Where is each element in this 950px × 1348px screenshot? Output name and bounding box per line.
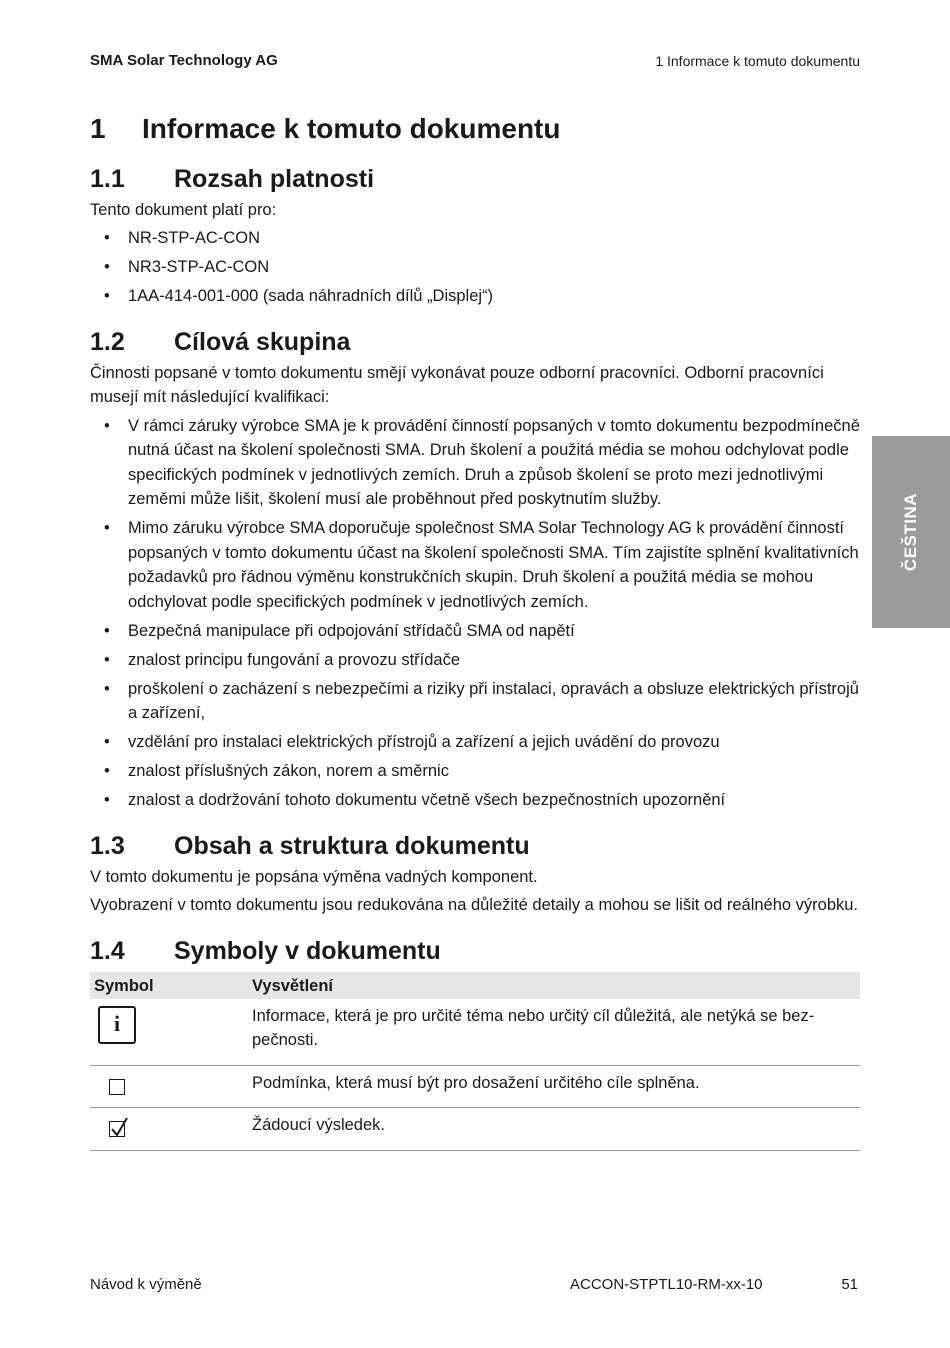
section-number: 1.1 (90, 164, 125, 193)
explanation-cell: Podmínka, která musí být pro dosažení určitého cíle splněna. (248, 1065, 860, 1108)
list-item-text: znalost příslušných zákon, norem a směrnic (128, 762, 449, 781)
header-company: SMA Solar Technology AG (90, 52, 278, 69)
header-section: 1 Informace k tomuto dokumentu (655, 53, 860, 69)
page-number: 51 (841, 1276, 858, 1293)
section-number: 1.3 (90, 831, 125, 860)
bullet-icon: • (104, 679, 110, 698)
symbols-table (90, 972, 860, 1151)
symbol-cell (90, 1065, 248, 1108)
bullet-icon: • (104, 229, 110, 248)
section-number: 1.4 (90, 936, 125, 965)
list-item (90, 255, 860, 280)
list-item (90, 677, 860, 726)
list-item-text: NR3-STP-AC-CON (128, 258, 270, 277)
table-row (90, 1108, 860, 1151)
language-tab (872, 436, 950, 628)
page-content (90, 112, 860, 1169)
list-item (90, 730, 860, 755)
explanation-cell: Informace, která je pro určité téma nebo určitý cíl důležitá, ale netýká se bez-pečnosti. (248, 999, 860, 1066)
section-heading (90, 831, 860, 861)
column-header-explanation: Vysvětlení (248, 972, 860, 999)
list-item (90, 759, 860, 784)
explanation-cell: Žádoucí výsledek. (248, 1108, 860, 1151)
list-item-text: Bezpečná manipulace při odpojování střídačů SMA od napětí (128, 621, 575, 640)
paragraph: Vyobrazení v tomto dokumentu jsou redukována na důležité detaily a mohou se lišit od reálného výrobku. (90, 896, 859, 915)
checkbox-empty-icon (109, 1079, 125, 1095)
list-item-text: znalost principu fungování a provozu střídače (128, 650, 461, 669)
bullet-icon: • (104, 519, 110, 538)
table-header-row (90, 972, 860, 999)
list-item (90, 619, 860, 644)
list-item (90, 788, 860, 813)
bullet-icon: • (104, 650, 110, 669)
section (90, 164, 860, 309)
section-title: Cílová skupina (174, 327, 351, 356)
bullet-icon: • (104, 416, 110, 435)
list-item-text: proškolení o zacházení s nebezpečími a riziky při instalaci, opravách a obsluze elektrických přístrojů a zařízení, (128, 679, 859, 723)
section (90, 831, 860, 918)
bullet-icon: • (104, 762, 110, 781)
bullet-icon: • (104, 733, 110, 752)
info-icon: i (98, 1006, 136, 1044)
section-title: Rozsah platnosti (174, 164, 375, 193)
checkbox-checked-icon (109, 1121, 125, 1137)
list-item-text: V rámci záruky výrobce SMA je k provádění činností popsaných v tomto dokumentu bezpodmínečně nutná účast na školení společnosti SMA. Druh školení a použitá média se mohou odchylovat podle specifických podmínek v jednotlivých zemích. Druh a způsob školení se proto mezi jednotlivými zeměmi může lišit, školení musí ale proběhnout před poskytnutím služby. (128, 416, 860, 509)
list-item-text: 1AA-414-001-000 (sada náhradních dílů „Displej“) (128, 287, 494, 306)
list-item-text: vzdělání pro instalaci elektrických přístrojů a zařízení a jejich uvádění do provozu (128, 733, 720, 752)
chapter-title: Informace k tomuto dokumentu (142, 113, 561, 144)
bullet-list (90, 226, 860, 309)
chapter-number: 1 (90, 113, 106, 144)
list-item (90, 284, 860, 309)
list-item (90, 516, 860, 614)
chapter-heading (90, 112, 860, 146)
list-item (90, 648, 860, 673)
section-title: Obsah a struktura dokumentu (174, 831, 530, 860)
paragraph: Tento dokument platí pro: (90, 200, 277, 219)
bullet-icon: • (104, 258, 110, 277)
bullet-icon: • (104, 287, 110, 306)
section-heading (90, 327, 860, 357)
section-number: 1.2 (90, 327, 125, 356)
language-tab-label: ČEŠTINA (901, 492, 920, 572)
list-item (90, 226, 860, 251)
paragraph: V tomto dokumentu je popsána výměna vadných komponent. (90, 867, 538, 886)
section-heading (90, 936, 860, 966)
paragraph: Činnosti popsané v tomto dokumentu smějí vykonávat pouze odborní pracovníci. Odborní pracovníci musejí mít následující kvalifikaci: (90, 363, 824, 407)
symbol-cell (90, 1108, 248, 1151)
symbols-section (90, 936, 860, 1151)
table-row (90, 1065, 860, 1108)
list-item-text: NR-STP-AC-CON (128, 229, 260, 248)
list-item-text: Mimo záruku výrobce SMA doporučuje společnost SMA Solar Technology AG k provádění činností popsaných v tomto dokumentu účast na školení společnosti SMA. Tím zajistíte splnění kvalitativních požadavků pro řádnou výměnu konstrukčních skupin. Druh školení a použitá média se mohou odchylovat podle specifických podmínek v jednotlivých zemích. (128, 519, 859, 611)
list-item-text: znalost a dodržování tohoto dokumentu včetně všech bezpečnostních upozornění (128, 791, 726, 810)
bullet-list (90, 414, 860, 813)
table-row (90, 999, 860, 1066)
column-header-symbol: Symbol (90, 972, 248, 999)
footer-doc-code: ACCON-STPTL10-RM-xx-10 (570, 1276, 763, 1293)
section-heading (90, 164, 860, 194)
footer-doc-title: Návod k výměně (90, 1276, 202, 1293)
list-item (90, 414, 860, 512)
section (90, 327, 860, 813)
symbol-cell (90, 999, 248, 1066)
bullet-icon: • (104, 621, 110, 640)
bullet-icon: • (104, 791, 110, 810)
section-title: Symboly v dokumentu (174, 936, 441, 965)
